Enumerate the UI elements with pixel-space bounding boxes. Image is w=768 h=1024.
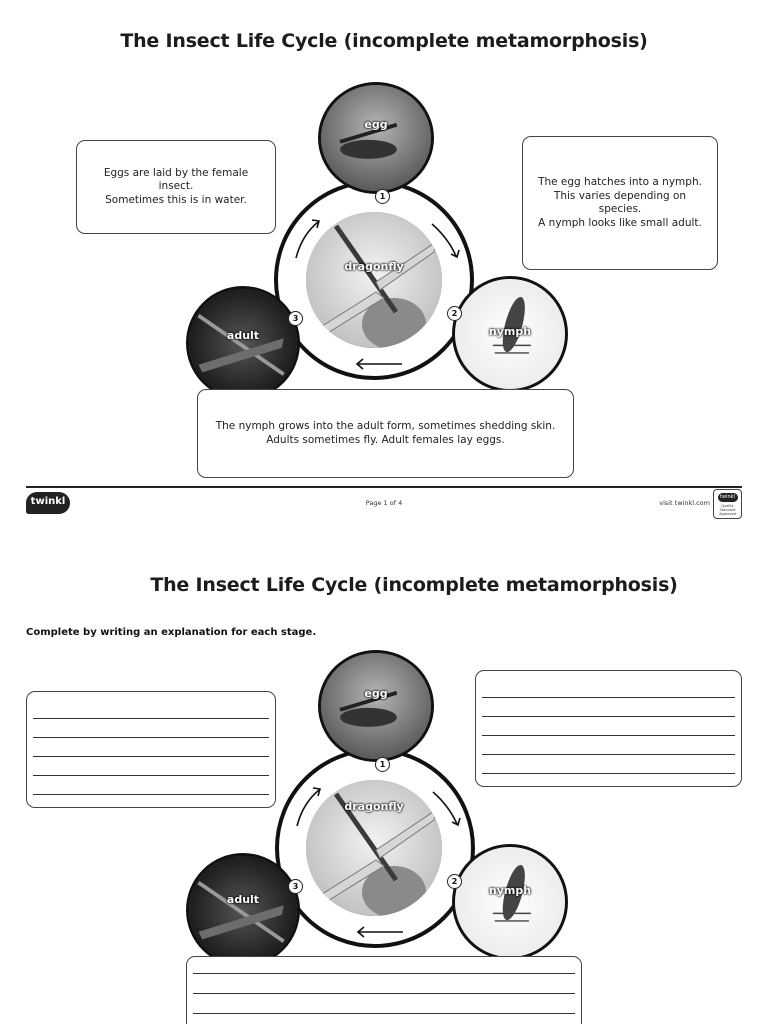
nymph-description-box <box>522 136 718 270</box>
badge-1-p2: 1 <box>375 757 390 772</box>
badge-2: 2 <box>447 306 462 321</box>
nymph-photo <box>452 276 568 392</box>
writing-line <box>482 716 735 717</box>
adult-image-2 <box>189 856 297 964</box>
adult-description-line: Adults sometimes fly. Adult females lay eggs. <box>266 433 505 446</box>
instruction-text: Complete by writing an explanation for each stage. <box>26 627 317 638</box>
writing-line <box>33 794 269 795</box>
dragonfly-label-2: dragonfly <box>344 800 404 813</box>
adult-image <box>189 289 297 397</box>
badge-3-p2: 3 <box>288 879 303 894</box>
adult-label-2: adult <box>226 893 260 906</box>
egg-image <box>321 85 431 191</box>
writing-line <box>33 737 269 738</box>
writing-line <box>33 756 269 757</box>
nymph-description-line: The egg hatches into a nymph. <box>538 176 702 188</box>
writing-line <box>33 718 269 719</box>
adult-description-box <box>197 389 574 478</box>
visit-link[interactable]: visit twinkl.com <box>659 499 710 507</box>
page2-title: The Insect Life Cycle (incomplete metamorphosis) <box>150 574 678 596</box>
writing-line <box>482 735 735 736</box>
egg-photo <box>318 82 434 194</box>
writing-line <box>482 754 735 755</box>
nymph-label: nymph <box>488 325 532 338</box>
badge-2-p2: 2 <box>447 874 462 889</box>
writing-line <box>482 773 735 774</box>
quality-badge <box>713 489 742 519</box>
dragonfly-photo-2 <box>306 780 442 916</box>
adult-answer-box[interactable] <box>186 956 582 1024</box>
nymph-answer-box[interactable] <box>475 670 742 787</box>
adult-label: adult <box>226 329 260 342</box>
adult-photo-2 <box>186 853 300 967</box>
badge-1: 1 <box>375 189 390 204</box>
writing-line <box>33 775 269 776</box>
adult-photo <box>186 286 300 400</box>
egg-description-box <box>76 140 276 234</box>
egg-description-line: Sometimes this is in water. <box>105 193 247 206</box>
page1-title: The Insect Life Cycle (incomplete metamorphosis) <box>120 30 648 52</box>
dragonfly-photo <box>306 212 442 348</box>
writing-line <box>193 973 575 974</box>
nymph-label-2: nymph <box>488 884 532 897</box>
egg-answer-box[interactable] <box>26 691 276 808</box>
writing-line <box>193 993 575 994</box>
egg-description-line: Eggs are laid by the female insect. <box>103 166 249 193</box>
page-number: Page 1 of 4 <box>365 499 403 507</box>
egg-label: egg <box>364 118 388 131</box>
badge-3: 3 <box>288 311 303 326</box>
adult-description-line: The nymph grows into the adult form, sometimes shedding skin. <box>215 420 556 432</box>
quality-badge-text: Quality Standard Approved <box>719 504 736 516</box>
writing-line <box>482 697 735 698</box>
twinkl-logo: twinkl <box>26 492 70 514</box>
nymph-photo-2 <box>452 844 568 960</box>
nymph-image-2 <box>455 847 565 957</box>
dragonfly-label: dragonfly <box>344 260 404 273</box>
quality-badge-logo: twinkl <box>718 493 738 502</box>
egg-photo-2 <box>318 650 434 762</box>
nymph-description-line: A nymph looks like small adult. <box>538 216 702 229</box>
egg-image-2 <box>321 653 431 759</box>
egg-label-2: egg <box>364 687 388 700</box>
writing-line <box>193 1013 575 1014</box>
dragonfly-image <box>306 212 442 348</box>
nymph-description-line: This varies depending on species. <box>553 189 687 215</box>
footer-divider <box>26 486 742 488</box>
